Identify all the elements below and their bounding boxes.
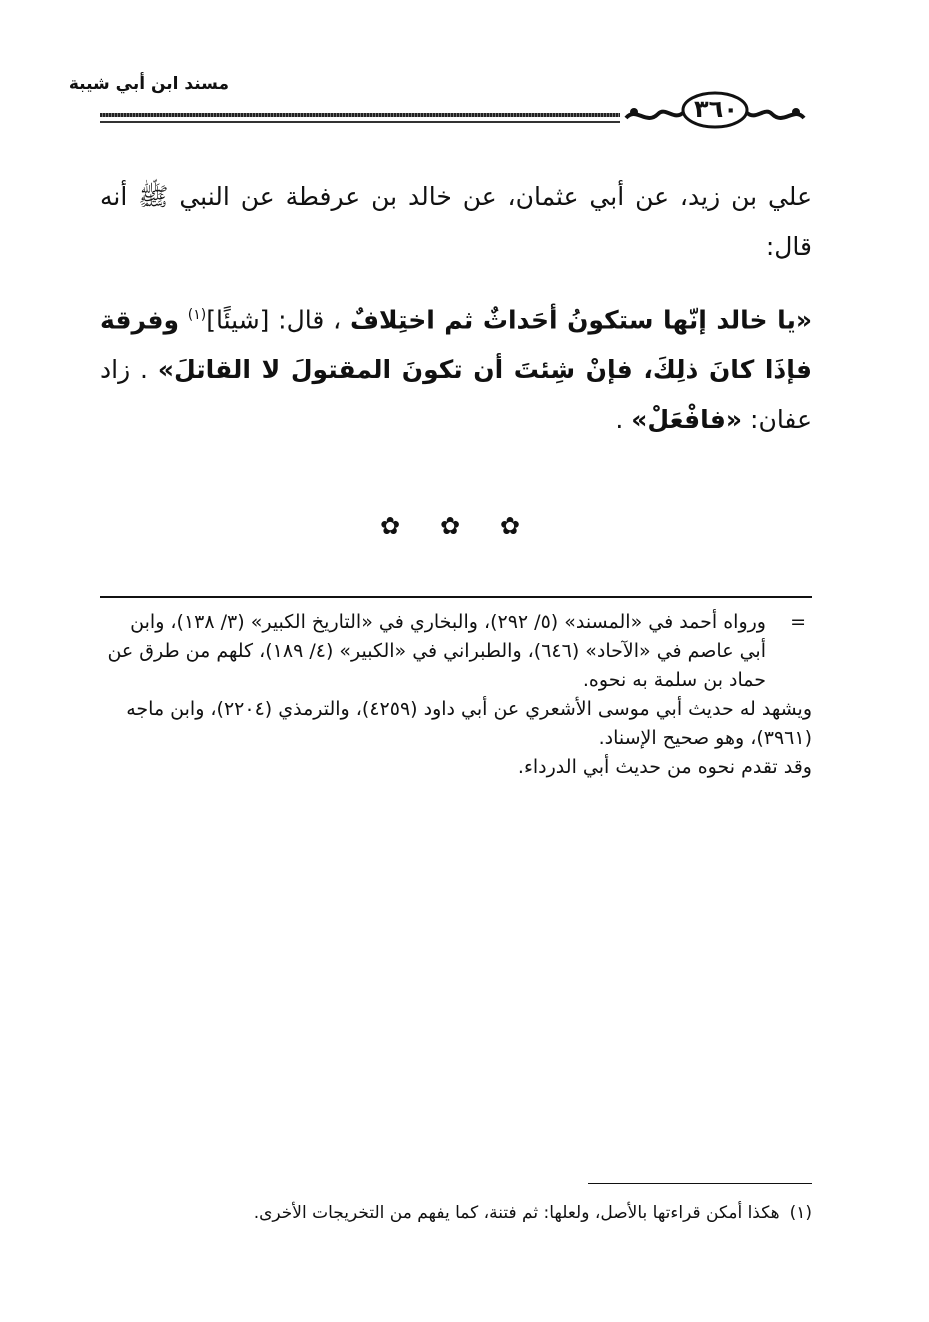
hadith-text-1: «يا خالد إنّها ستكونُ أحَداثٌ ثم اختِلافٌ: [349, 305, 813, 335]
book-title: مسند ابن أبي شيبة: [68, 74, 229, 94]
note-text: ورواه أحمد في «المسند» (٥/ ٢٩٢)، والبخاري في «التاريخ الكبير» (٣/ ١٣٨)، وابن أبي عاصم في «الآحاد» (٦٤٦)، والطبراني في «الكبير» (٤/ ١٨٩)، كلهم من طرق عن حماد بن سلمة به نحوه.: [107, 611, 766, 691]
note-line: [100, 608, 812, 695]
section-divider: [380, 512, 520, 540]
page-number: ٣٦٠: [694, 95, 738, 123]
intro-paragraph: علي بن زيد، عن أبي عثمان، عن خالد بن عرفطة عن النبي ﷺ أنه قال:: [100, 182, 812, 261]
main-text: [100, 172, 812, 445]
footnote-reference: (١): [187, 307, 207, 323]
footnote-text: هكذا أمكن قراءتها بالأصل، ولعلها: ثم فتنة، كما يفهم من التخريجات الأخرى.: [253, 1203, 780, 1223]
note-line: وقد تقدم نحوه من حديث أبي الدرداء.: [517, 756, 812, 778]
notes-rule: [100, 596, 812, 598]
footnote-rule: [588, 1183, 812, 1184]
hadith-text-2: وفرقة فإذَا كانَ ذلِكَ، فإنْ شِئتَ أن تكونَ المقتولَ لا القاتلَ»: [100, 305, 812, 385]
flower-icon: ✿: [439, 512, 461, 540]
note-line: ويشهد له حديث أبي موسى الأشعري عن أبي داود (٤٢٥٩)، والترمذي (٢٢٠٤)، وابن ماجه (٣٩٦١)، وهو صحيح الإسناد.: [126, 698, 812, 749]
flower-icon: ✿: [380, 512, 401, 540]
closing-dot: .: [615, 405, 624, 435]
footnote-number: (١): [789, 1203, 812, 1223]
hadith-text-end: «فافْعَلْ»: [631, 405, 743, 435]
bracket-note: ، قال: [شيئًا]: [206, 305, 342, 335]
hadith-paragraph: [100, 290, 812, 445]
continuation-marker: =: [790, 611, 806, 633]
flower-icon: ✿: [499, 512, 520, 540]
footnote: [150, 1200, 812, 1226]
header-rule: [100, 113, 620, 117]
header-rule-thin: [100, 121, 620, 123]
zad-affan: . زاد عفان:: [100, 355, 812, 435]
continued-notes: [100, 608, 812, 782]
